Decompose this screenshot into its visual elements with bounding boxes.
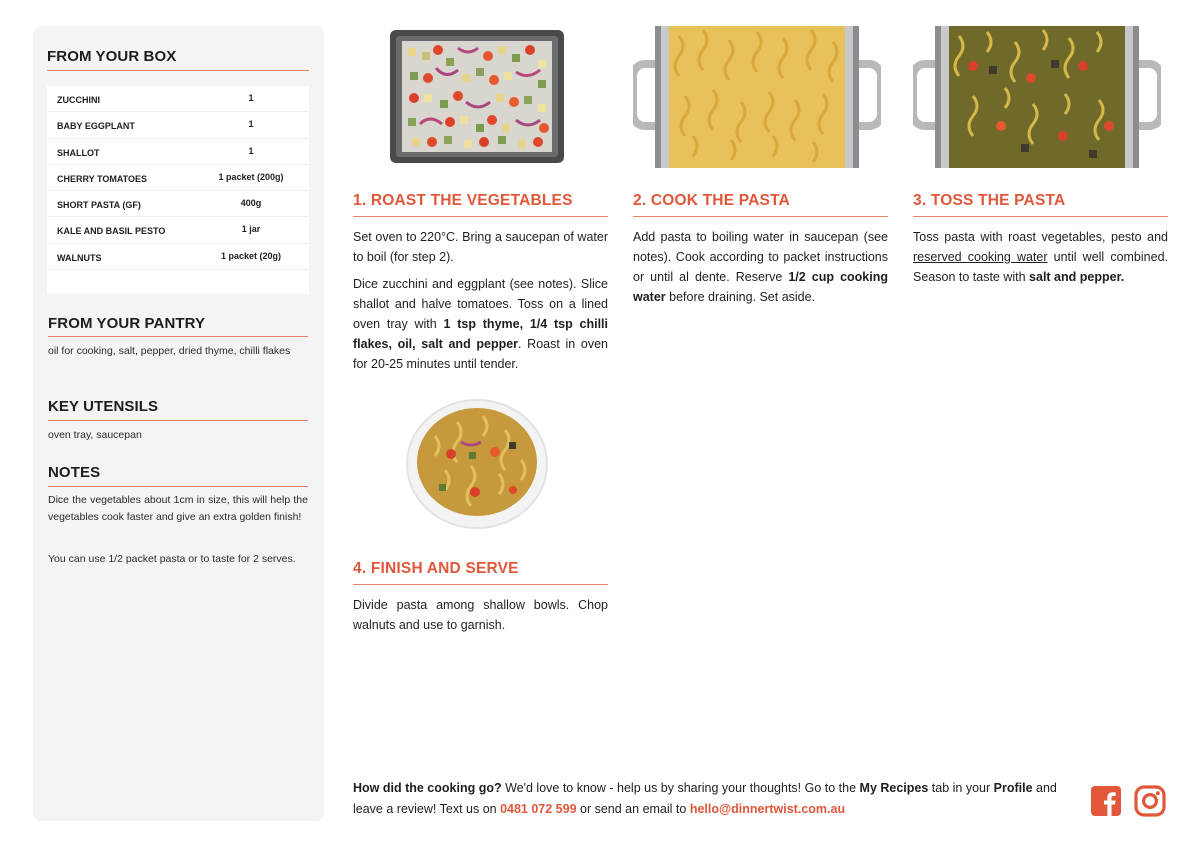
divider	[353, 584, 608, 585]
step-2-text	[633, 227, 888, 314]
ingredient-qty: 1 packet (20g)	[220, 250, 282, 261]
divider	[48, 336, 308, 337]
pantry-text: oil for cooking, salt, pepper, dried thyme, chilli flakes	[48, 345, 291, 357]
divider	[353, 216, 608, 217]
divider	[47, 70, 309, 71]
ingredient-qty: 1	[248, 93, 254, 103]
feedback-footer	[353, 778, 1078, 820]
divider	[913, 216, 1168, 217]
facebook-icon[interactable]	[1090, 785, 1122, 817]
text-run: Dice zucchini and eggplant (see notes). Slice shallot and halve tomatoes. Toss on a lined oven tray with	[353, 277, 608, 331]
notes-title: NOTES	[48, 464, 101, 481]
bold-text: 1/2 cup cooking water	[633, 270, 888, 304]
ingredient-name: ZUCCHINI	[57, 95, 100, 105]
sidebar	[33, 26, 324, 821]
step-3-para-1	[913, 227, 1168, 287]
phone-link[interactable]: 0481 072 599	[500, 802, 577, 816]
text-run: until well combined. Season to taste with	[913, 250, 1168, 284]
step-3-title: 3. TOSS THE PASTA	[913, 192, 1066, 209]
roast-tray-image	[388, 28, 566, 165]
ingredient-name: CHERRY TOMATOES	[57, 173, 148, 184]
utensils-title: KEY UTENSILS	[48, 398, 159, 415]
step-1-text	[353, 227, 608, 381]
step-2-title: 2. COOK THE PASTA	[633, 192, 790, 209]
ingredient-name: WALNUTS	[57, 252, 102, 263]
text-run: and leave a review! Text us on	[353, 781, 1057, 816]
step-3-text	[913, 227, 1168, 294]
utensils-text: oven tray, saucepan	[48, 429, 142, 441]
ingredient-name: BABY EGGPLANT	[57, 121, 135, 132]
ingredient-row	[47, 217, 309, 243]
ingredient-qty: 400g	[240, 198, 262, 209]
text-run: Toss pasta with roast vegetables, pesto and	[913, 230, 1168, 244]
notes-text: Dice the vegetables about 1cm in size, this will help the vegetables cook faster and give an extra golden finish!	[48, 494, 308, 523]
text-run: or send an email to	[576, 802, 690, 816]
bold-text: 1 tsp thyme, 1/4 tsp chilli flakes, oil, salt and pepper	[353, 317, 609, 351]
ingredient-qty: 1	[248, 145, 254, 156]
instagram-icon[interactable]	[1134, 785, 1166, 817]
step-2-para-1	[633, 227, 888, 307]
ingredient-row	[47, 86, 309, 112]
ingredient-qty: 1	[248, 119, 254, 130]
text-run: . Roast in oven for 20-25 minutes until tender.	[353, 337, 608, 371]
ingredient-qty: 1 jar	[241, 224, 261, 235]
text-run: tab in your	[928, 781, 994, 795]
bold-text: salt and pepper.	[1029, 270, 1125, 284]
ingredient-name: KALE AND BASIL PESTO	[57, 226, 166, 237]
step-4-para-1: Divide pasta among shallow bowls. Chop walnuts and use to garnish.	[353, 598, 608, 632]
pasta-pot-image	[633, 26, 881, 168]
step-1-para-1: Set oven to 220°C. Bring a saucepan of water to boil (for step 2).	[353, 230, 608, 264]
served-bowl-image	[405, 396, 549, 530]
pantry-title: FROM YOUR PANTRY	[48, 315, 206, 332]
text-run: before draining. Set aside.	[665, 290, 816, 304]
ingredient-row	[47, 191, 309, 217]
step-1-para-2	[353, 274, 608, 374]
underlined-text: reserved cooking water	[913, 250, 1048, 264]
my-recipes-label: My Recipes	[859, 781, 929, 795]
email-link[interactable]: hello@dinnertwist.com.au	[689, 802, 846, 816]
ingredient-row	[47, 165, 309, 191]
ingredient-row	[47, 244, 309, 270]
ingredient-name: SHALLOT	[57, 147, 100, 158]
ingredient-name: SHORT PASTA (GF)	[57, 200, 141, 211]
divider	[48, 486, 308, 487]
profile-label: Profile	[993, 781, 1033, 795]
ingredient-row	[47, 139, 309, 165]
feedback-question: How did the cooking go?	[353, 781, 502, 795]
text-run: We'd love to know - help us by sharing your thoughts! Go to the	[501, 781, 860, 795]
text-run: Add pasta to boiling water in saucepan (see notes). Cook according to packet instructions or until al dente. Reserve	[633, 230, 888, 284]
ingredient-row	[47, 112, 309, 138]
ingredients-table	[47, 86, 309, 294]
step-4-text	[353, 595, 608, 642]
step-4-title: 4. FINISH AND SERVE	[353, 560, 519, 577]
ingredient-qty: 1 packet (200g)	[218, 171, 284, 182]
from-box-title: FROM YOUR BOX	[47, 48, 177, 65]
tossed-pasta-image	[913, 26, 1161, 168]
step-1-title: 1. ROAST THE VEGETABLES	[353, 192, 573, 209]
notes-text: You can use 1/2 packet pasta or to taste for 2 serves.	[48, 553, 296, 565]
divider	[48, 420, 308, 421]
divider	[633, 216, 888, 217]
